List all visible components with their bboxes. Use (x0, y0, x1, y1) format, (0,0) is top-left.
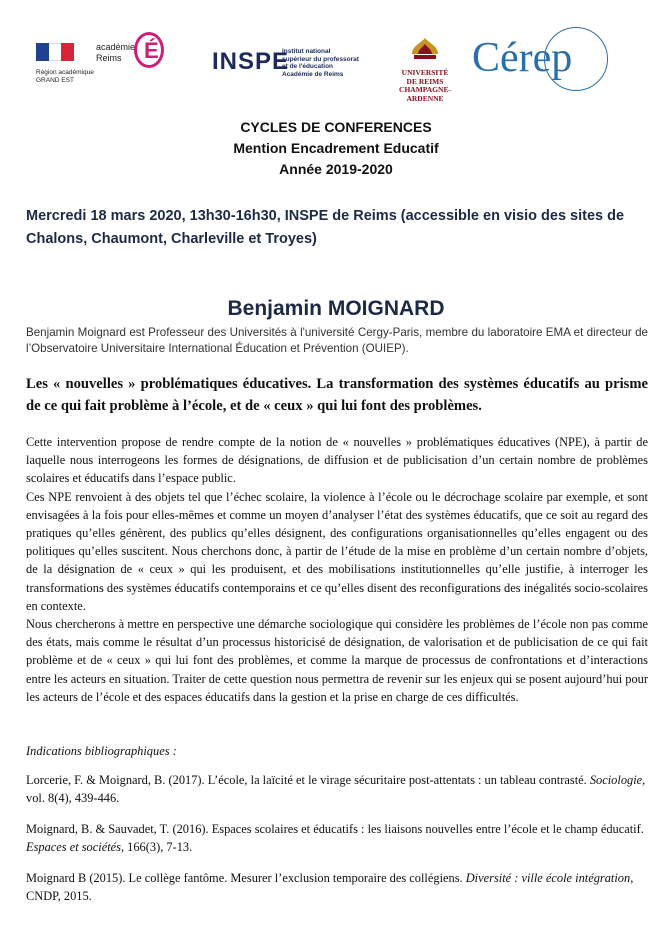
universite-reims-logo: UNIVERSITÉ DE REIMS CHAMPAGNE-ARDENNE (385, 36, 465, 88)
flame-emblem-icon (408, 36, 442, 62)
inspe-logo: INSPE Institut national supérieur du professorat et de l'éducation Académie de Reims (212, 48, 359, 78)
abstract-paragraph: Cette intervention propose de rendre compte de la notion de « nouvelles » problématiques éducatives (NPE), à partir de laquelle nous interrogeons les formes de désignations, de diffusion et de publicisation d’un certain nombre de problèmes scolaires et éducatifs dans l’espace public. (26, 435, 648, 486)
speaker-bio: Benjamin Moignard est Professeur des Universités à l'université Cergy-Paris, membre du laboratoire EMA et directeur de l’Observatoire Universitaire International Éducation et Prévention (OUIEP). (26, 326, 648, 355)
bibliography-heading: Indications bibliographiques : (26, 744, 177, 758)
year-title: Année 2019-2020 (279, 161, 393, 177)
cycle-title: CYCLES DE CONFERENCES (240, 119, 432, 135)
region-name: Région académique GRAND EST (36, 69, 94, 84)
bibliography-ref: Moignard, B. & Sauvadet, T. (2016). Espaces scolaires et éducatifs : les liaisons nouvelles entre l’école et le champ éducatif. Espaces et sociétés, 166(3), 7-13. (26, 822, 644, 854)
abstract-paragraph: Ces NPE renvoient à des objets tel que l’échec scolaire, la violence à l’école ou le décrochage scolaire par exemple, et sont envisagées à la fois pour elles-mêmes et comme un moyen d’analyser l’état des systèmes éducatifs, que ce soit au regard des pratiques qu’elles génèrent, des publics qu’elles désignent, des configurations organisationnelles qu’elles engagent ou des politiques qu’elles suscitent. Nous cherchons donc, à partir de l’étude de la mise en problème d’un certain nombre d’objets, de la désignation de « ceux » qui les produisent, et des mobilisations institutionnelles qu’elle justifie, à interroger les transformations des systèmes éducatifs contemporains et ce qu’elles disent des reconfigurations des inégalités socio-scolaires en contexte. (26, 489, 648, 613)
region-academique-logo (36, 43, 94, 85)
event-date: Mercredi 18 mars 2020, 13h30-16h30, INSPE de Reims (accessible en visio des sites de Chalons, Chaumont, Charleville et Troyes) (26, 208, 625, 247)
abstract-paragraph: Nous chercherons à mettre en perspective une démarche sociologique qui considère les problèmes de l’école non pas comme des états, mais comme le résultat d’un processus historicisé de désignation, de valorisation et de publicisation de ce qui fait problème et de « ceux » qui lui font des problèmes, et comme la marque de processus de confrontations et d’interactions entre les acteurs en situation. Traiter de cette question nous permettra de revenir sur les enjeux qui se posent aujourd’hui pour les acteurs de l’école et des espaces éducatifs dans la gestion et la prise en charge de ces difficultés. (26, 617, 648, 704)
talk-title: Les « nouvelles » problématiques éducatives. La transformation des systèmes éducatifs au prisme de ce qui fait problème à l’école, et de « ceux » qui lui font des problèmes. (26, 376, 648, 414)
speaker-name: Benjamin MOIGNARD (227, 297, 445, 320)
academie-reims-logo: académie Reims É (96, 28, 168, 78)
bibliography-ref: Lorcerie, F. & Moignard, B. (2017). L’école, la laïcité et le virage sécuritaire post-attentats : un tableau contrasté. Sociologie, vol. 8(4), 439-446. (26, 773, 646, 805)
mention-title: Mention Encadrement Educatif (233, 140, 439, 156)
bibliography-ref: Moignard B (2015). Le collège fantôme. Mesurer l’exclusion temporaire des collégiens. Diversité : ville école intégration, CNDP, 2015. (26, 871, 634, 903)
abstract (26, 433, 648, 706)
french-flag-icon (36, 43, 74, 61)
cerep-logo: Cérep (472, 25, 622, 95)
